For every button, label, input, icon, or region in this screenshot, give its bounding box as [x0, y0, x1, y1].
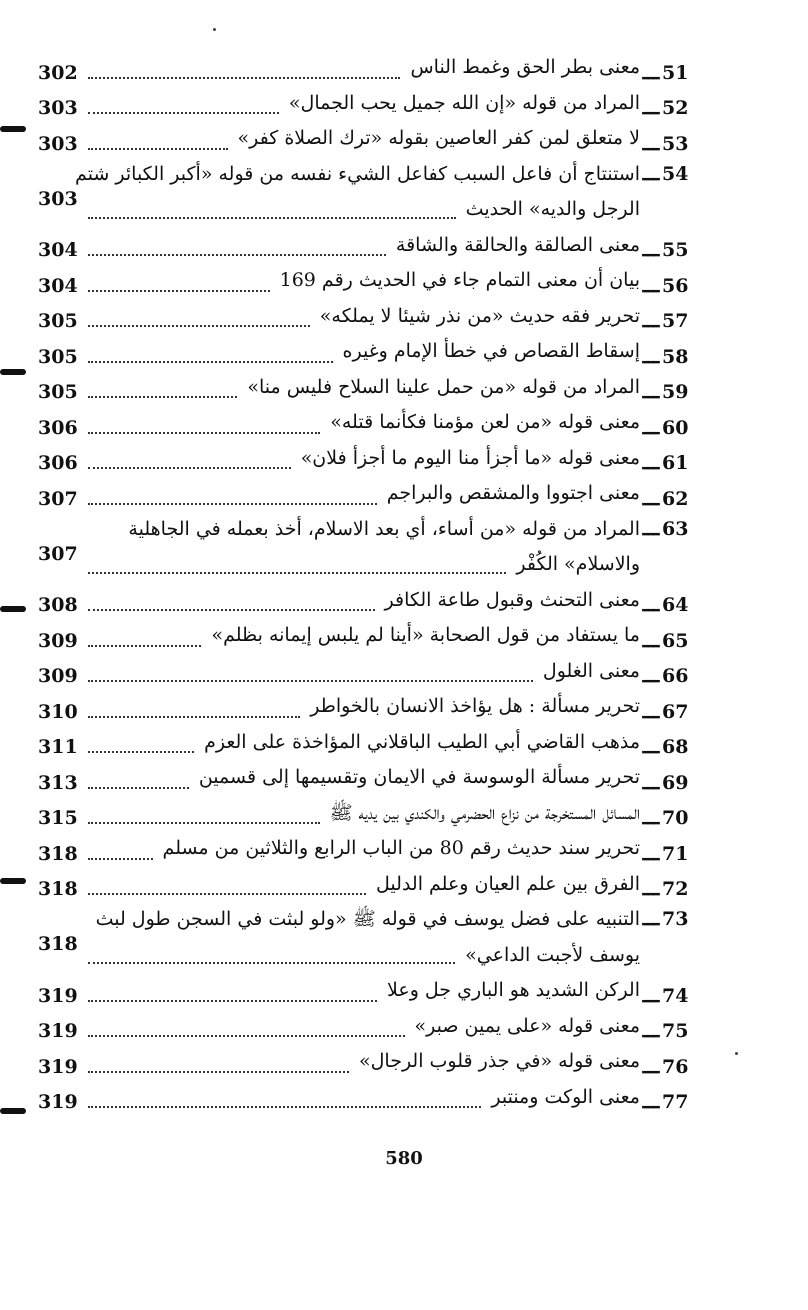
entry-dash: ـــ [642, 842, 660, 865]
toc-entry [38, 405, 710, 441]
toc-entry [38, 1080, 710, 1116]
entry-number: 75 [662, 1020, 689, 1042]
entry-number: 67 [662, 700, 689, 723]
entry-dash: ـــ [642, 162, 660, 185]
entry-title: المراد من قوله «إن الله جميل يحب الجمال» [288, 91, 640, 114]
entry-page: 311 [38, 736, 78, 758]
entry-dash: ـــ [642, 345, 660, 368]
dot-leader [88, 1070, 349, 1073]
dot-leader [88, 431, 320, 434]
entry-title: إسقاط القصاص في خطأ الإمام وغيره [342, 340, 640, 362]
entry-body [84, 86, 640, 122]
entry-page: 309 [38, 665, 78, 687]
dot-leader [88, 76, 400, 79]
entry-dash: ـــ [642, 700, 660, 723]
entry-body [84, 618, 640, 654]
entry-page: 308 [38, 594, 78, 616]
entry-number: 64 [662, 594, 689, 616]
entry-title-line2: يوسف لأجبت الداعي» [465, 943, 640, 966]
scan-speck [735, 1052, 738, 1055]
toc-entry [38, 831, 710, 867]
dot-leader [88, 961, 455, 964]
entry-body [84, 1044, 640, 1080]
dot-leader [88, 1105, 481, 1108]
dot-leader [88, 324, 310, 327]
entry-title: تحرير سند حديث رقم 80 من الباب الرابع والثلاثين من مسلم [162, 837, 640, 859]
table-of-contents [38, 50, 710, 1115]
entry-title-line2: والاسلام» الكُفْر [516, 553, 640, 575]
entry-dash: ـــ [642, 452, 660, 474]
binding-mark [0, 606, 26, 612]
toc-entry [38, 1044, 710, 1080]
toc-entry [38, 512, 710, 583]
entry-body [84, 796, 640, 832]
entry-page: 304 [38, 239, 78, 261]
toc-entry [38, 1009, 710, 1045]
entry-page: 307 [38, 542, 78, 565]
entry-dash: ـــ [642, 908, 660, 930]
entry-page: 313 [38, 771, 78, 794]
entry-number: 74 [662, 984, 689, 1007]
entry-number: 60 [662, 416, 689, 439]
toc-entry [38, 86, 710, 122]
entry-number: 52 [662, 97, 689, 119]
entry-dash: ـــ [642, 1020, 660, 1042]
entry-page: 305 [38, 381, 78, 403]
entry-body [84, 654, 640, 690]
entry-body [84, 441, 640, 477]
entry-body [84, 299, 640, 335]
entry-number: 76 [662, 1055, 689, 1078]
entry-dash: ـــ [642, 274, 660, 297]
entry-page: 319 [38, 984, 78, 1007]
entry-title: بيان أن معنى التمام جاء في الحديث رقم 169 [279, 269, 640, 291]
binding-mark [0, 1108, 26, 1114]
toc-entry [38, 121, 710, 157]
entry-dash: ـــ [642, 594, 660, 616]
entry-body [84, 867, 640, 903]
entry-number: 59 [662, 381, 689, 403]
dot-leader [88, 466, 291, 469]
entry-title: ما يستفاد من قول الصحابة «أينا لم يلبس إيمانه بظلم» [211, 624, 640, 646]
entry-dash: ـــ [642, 665, 660, 687]
entry-number: 58 [662, 345, 689, 368]
entry-body [84, 973, 640, 1009]
entry-body [84, 334, 640, 370]
toc-entry [38, 476, 710, 512]
entry-number: 57 [662, 310, 689, 332]
dot-leader [88, 608, 375, 611]
entry-page: 309 [38, 629, 78, 652]
entry-dash: ـــ [642, 310, 660, 332]
dot-leader [88, 750, 194, 753]
dot-leader [88, 360, 333, 363]
dot-leader [88, 216, 456, 219]
binding-mark [0, 369, 26, 375]
toc-entry [38, 973, 710, 1009]
entry-title: معنى الوكت ومنتبر [491, 1085, 640, 1108]
entry-dash: ـــ [642, 487, 660, 510]
entry-title: لا متعلق لمن كفر العاصين بقوله «ترك الصلاة كفر» [237, 127, 640, 149]
entry-title-line1: المراد من قوله «من أساء، أي بعد الاسلام، أخذ بعمله في الجاهلية [128, 517, 640, 540]
entry-body [84, 228, 640, 264]
entry-dash: ـــ [642, 239, 660, 261]
entry-page: 303 [38, 97, 78, 119]
entry-title: المراد من قوله «من حمل علينا السلاح فليس منا» [247, 375, 640, 398]
entry-number: 69 [662, 771, 689, 794]
entry-number: 71 [662, 842, 689, 865]
entry-dash: ـــ [642, 416, 660, 439]
dot-leader [88, 644, 201, 647]
entry-page: 306 [38, 416, 78, 439]
entry-title: معنى قوله «من لعن مؤمنا فكأنما قتله» [330, 411, 640, 433]
scan-speck [213, 28, 216, 31]
entry-page: 303 [38, 132, 78, 155]
dot-leader [88, 395, 237, 398]
toc-entry [38, 867, 710, 903]
entry-number: 54 [662, 162, 689, 185]
entry-title: معنى اجتووا والمشقص والبراجم [386, 482, 640, 504]
entry-title: معنى الغلول [542, 659, 640, 682]
entry-dash: ـــ [642, 807, 660, 829]
toc-entry [38, 263, 710, 299]
entry-number: 66 [662, 665, 689, 687]
dot-leader [88, 571, 506, 574]
entry-body [84, 689, 640, 725]
entry-number: 68 [662, 736, 689, 758]
entry-dash: ـــ [642, 878, 660, 900]
toc-entry [38, 654, 710, 690]
entry-number: 63 [662, 517, 689, 540]
entry-number: 56 [662, 274, 689, 297]
entry-page: 305 [38, 345, 78, 368]
entry-body [84, 50, 640, 86]
entry-body [84, 1080, 640, 1116]
entry-dash: ـــ [642, 1091, 660, 1113]
toc-entry [38, 441, 710, 477]
entry-title: تحرير فقه حديث «من نذر شيئا لا يملكه» [319, 304, 640, 327]
dot-leader [88, 111, 279, 114]
entry-body [84, 760, 640, 796]
entry-page: 305 [38, 310, 78, 332]
entry-title-line2: الرجل والديه» الحديث [465, 198, 640, 220]
entry-page: 302 [38, 61, 78, 84]
dot-leader [88, 1034, 405, 1037]
dot-leader [88, 679, 533, 682]
toc-entry [38, 618, 710, 654]
toc-entry [38, 902, 710, 973]
page-number: 580 [385, 1148, 423, 1169]
entry-title: الفرق بين علم العيان وعلم الدليل [376, 872, 640, 895]
entry-number: 72 [662, 878, 689, 900]
entry-page: 318 [38, 933, 78, 955]
entry-number: 53 [662, 132, 689, 155]
entry-title-line1: التنبيه على فضل يوسف في قوله ﷺ «ولو لبثت في السجن طول لبث [95, 908, 640, 930]
dot-leader [88, 821, 320, 824]
entry-page: 315 [38, 807, 78, 829]
entry-body [75, 157, 640, 228]
entry-dash: ـــ [642, 629, 660, 652]
entry-number: 61 [662, 452, 689, 474]
entry-page: 319 [38, 1055, 78, 1078]
entry-number: 73 [662, 908, 689, 930]
entry-dash: ـــ [642, 97, 660, 119]
binding-mark [0, 878, 26, 884]
entry-page: 318 [38, 878, 78, 900]
dot-leader [88, 502, 377, 505]
entry-title: معنى قوله «في جذر قلوب الرجال» [358, 1050, 640, 1072]
entry-page: 318 [38, 842, 78, 865]
entry-dash: ـــ [642, 61, 660, 84]
entry-dash: ـــ [642, 736, 660, 758]
entry-body [84, 121, 640, 157]
entry-body [84, 583, 640, 619]
entry-body [84, 1009, 640, 1045]
entry-title: تحرير مسألة : هل يؤاخذ الانسان بالخواطر [310, 695, 640, 717]
entry-title: المسائل المستخرجة من نزاع الحضرمي والكندي بين يديه ﷺ [329, 801, 640, 824]
entry-page: 307 [38, 487, 78, 510]
entry-title: معنى الصالقة والحالقة والشاقة [395, 233, 640, 256]
entry-number: 77 [662, 1091, 689, 1113]
entry-body [84, 512, 640, 583]
toc-entry [38, 370, 710, 406]
entry-dash: ـــ [642, 984, 660, 1007]
dot-leader [88, 857, 153, 860]
toc-entry [38, 157, 710, 228]
entry-body [84, 263, 640, 299]
entry-body [84, 902, 640, 973]
dot-leader [88, 289, 270, 292]
entry-body [84, 370, 640, 406]
entry-title: معنى قوله «ما أجزأ منا اليوم ما أجزأ فلان» [300, 446, 640, 469]
entry-body [84, 476, 640, 512]
entry-page: 319 [38, 1020, 78, 1042]
dot-leader [88, 715, 300, 718]
toc-entry [38, 50, 710, 86]
dot-leader [88, 253, 386, 256]
entry-title: معنى التحنث وقبول طاعة الكافر [384, 588, 640, 611]
toc-entry [38, 760, 710, 796]
toc-entry [38, 725, 710, 761]
entry-number: 70 [662, 807, 689, 829]
entry-page: 319 [38, 1091, 78, 1113]
entry-number: 51 [662, 61, 689, 84]
entry-body [84, 725, 640, 761]
entry-title: الركن الشديد هو الباري جل وعلا [387, 979, 640, 1001]
toc-entry [38, 583, 710, 619]
dot-leader [88, 147, 228, 150]
entry-title: معنى قوله «على يمين صبر» [414, 1014, 640, 1037]
entry-title: معنى بطر الحق وغمط الناس [410, 56, 640, 78]
entry-page: 303 [38, 187, 78, 210]
toc-entry [38, 334, 710, 370]
entry-number: 55 [662, 239, 689, 261]
entry-body [84, 405, 640, 441]
entry-dash: ـــ [642, 517, 660, 540]
toc-entry [38, 228, 710, 264]
entry-title: تحرير مسألة الوسوسة في الايمان وتقسيمها إلى قسمين [198, 766, 640, 788]
entry-dash: ـــ [642, 381, 660, 403]
entry-dash: ـــ [642, 771, 660, 794]
entry-dash: ـــ [642, 1055, 660, 1078]
entry-page: 310 [38, 700, 78, 723]
entry-number: 62 [662, 487, 689, 510]
dot-leader [88, 892, 366, 895]
toc-entry [38, 299, 710, 335]
entry-title: مذهب القاضي أبي الطيب الباقلاني المؤاخذة على العزم [204, 730, 640, 753]
binding-mark [0, 126, 26, 132]
entry-number: 65 [662, 629, 689, 652]
toc-entry [38, 796, 710, 832]
dot-leader [88, 999, 377, 1002]
toc-entry [38, 689, 710, 725]
entry-page: 306 [38, 452, 78, 474]
entry-body [84, 831, 640, 867]
entry-dash: ـــ [642, 132, 660, 155]
entry-page: 304 [38, 274, 78, 297]
entry-title-line1: استنتاج أن فاعل السبب كفاعل الشيء نفسه من قوله «أكبر الكبائر شتم [75, 162, 640, 185]
dot-leader [88, 786, 189, 789]
